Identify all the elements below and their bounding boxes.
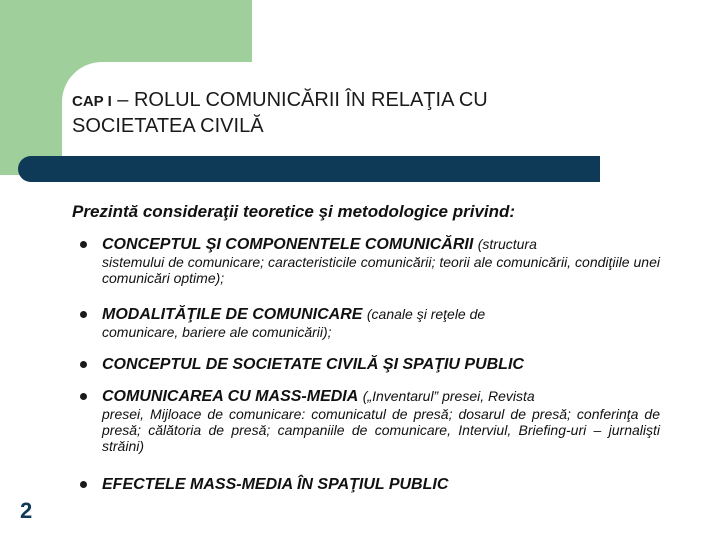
item-detail: (canale şi reţele de xyxy=(366,306,486,322)
item-heading: MODALITĂŢILE DE COMUNICARE xyxy=(102,306,363,323)
list-item xyxy=(80,476,660,494)
list-item xyxy=(80,356,660,374)
list-item xyxy=(80,236,660,286)
chapter-label: CAP I xyxy=(72,93,112,110)
item-heading: CONCEPTUL DE SOCIETATE CIVILĂ ŞI SPAŢIU PUBLIC xyxy=(102,356,524,373)
title-dash: – xyxy=(117,89,129,111)
page-number: 2 xyxy=(20,498,33,523)
bullet-icon xyxy=(80,241,87,248)
intro-text: Prezintă consideraţii teoretice şi metodologice privind: xyxy=(72,202,516,221)
list-item xyxy=(80,306,660,340)
item-subtext: sistemului de comunicare; caracteristicile comunicării; teorii ale comunicării, condiţiile unei comunicări optime); xyxy=(102,254,660,286)
item-heading: EFECTELE MASS-MEDIA ÎN SPAŢIUL PUBLIC xyxy=(102,476,449,493)
item-subtext: presei, Mijloace de comunicare: comunicatul de presă; dosarul de presă; conferinţa de presă; călătoria de presă; campaniile de comunicare, Interviul, Briefing-uri – jurnalişti străini) xyxy=(102,406,660,454)
bullet-icon xyxy=(80,393,87,400)
left-white-area xyxy=(0,175,62,540)
list-item xyxy=(80,388,660,454)
item-detail: (structura xyxy=(477,236,537,252)
slide-title xyxy=(72,88,672,139)
item-heading: COMUNICAREA CU MASS-MEDIA xyxy=(102,388,359,405)
bullet-icon xyxy=(80,311,87,318)
title-line-1: ROLUL COMUNICĂRII ÎN RELAŢIA CU xyxy=(133,89,488,111)
bullet-icon xyxy=(80,361,87,368)
item-detail: („Inventarul” presei, Revista xyxy=(362,388,535,404)
title-divider-bar xyxy=(18,156,600,182)
item-heading: CONCEPTUL ŞI COMPONENTELE COMUNICĂRII xyxy=(102,236,474,253)
title-line-2: SOCIETATEA CIVILĂ xyxy=(72,115,264,137)
bullet-icon xyxy=(80,481,87,488)
item-subtext: comunicare, bariere ale comunicării); xyxy=(102,324,332,340)
